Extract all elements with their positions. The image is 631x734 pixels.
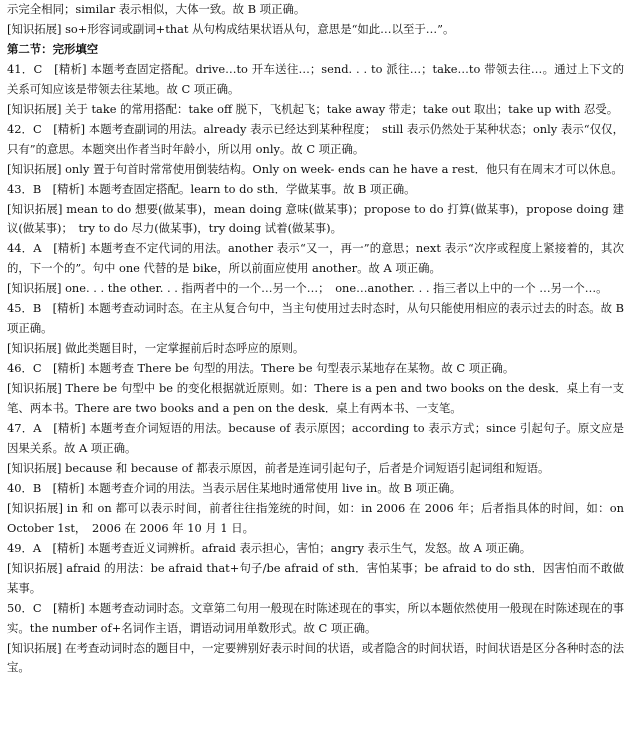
tip-43: [知识拓展] mean to do 想要(做某事)，mean doing 意味(做某事)；propose to do 打算(做某事)，propose doing 建议(做某事)； try to do 尽力(做某事)，try doing 试着(做某事)。 (7, 201, 624, 236)
answer-40: 40．B [精析] 本题考查介词的用法。当表示居住某地时通常使用 live in。故 B 项正确。 (7, 480, 462, 495)
tip-50: [知识拓展] 在考查动词时态的题目中，一定要辨别好表示时间的状语，或者隐含的时间状语，时间状语是区分各种时态的法宝。 (7, 640, 624, 675)
answer-47: 47．A [精析] 本题考查介词短语的用法。because of 表示原因；according to 表示方式；since 引起句子。原文应是因果关系。故 A 项正确。 (7, 421, 624, 455)
answer-41: 41．C [精析] 本题考查固定搭配。drive…to 开车送往…；send. . . to 派往…；take…to 带领去往…。通过上下文的关系可知应该是带领去往某地。故 C 项正确。 (7, 61, 624, 96)
paragraph-continuation: 示完全相同；similar 表示相似，大体一致。故 B 项正确。 (7, 2, 306, 16)
tip-46: [知识拓展] There be 句型中 be 的变化根据就近原则。如：There is a pen and two books on the desk．桌上有一支笔、两本书。There are two books and a pen on the desk．桌上有两本书、一支笔。 (7, 381, 624, 416)
tip-42: [知识拓展] only 置于句首时常常使用倒装结构。Only on week- ends can he have a rest．他只有在周末才可以休息。 (7, 161, 623, 176)
answer-50: 50．C [精析] 本题考查动词时态。文章第二句用一般现在时陈述现在的事实，所以本题依然使用一般现在时陈述现在的事实。the number of+名词作主语，谓语动词用单数形式。故 C 项正确。 (7, 600, 624, 635)
answer-49: 49．A [精析] 本题考查近义词辨析。afraid 表示担心，害怕；angry 表示生气，发怒。故 A 项正确。 (7, 540, 532, 555)
answer-46: 46．C [精析] 本题考查 There be 句型的用法。There be 句型表示某地存在某物。故 C 项正确。 (7, 361, 515, 376)
tip-44: [知识拓展] one. . . the other. . . 指两者中的一个…另一个…； one…another. . . 指三者以上中的一个 …另一个…。 (7, 281, 608, 296)
tip-49: [知识拓展] afraid 的用法：be afraid that+句子/be afraid of sth．害怕某事；be afraid to do sth．因害怕而不敢做某事。 (7, 560, 624, 595)
tip-40: [知识拓展] in 和 on 都可以表示时间，前者往往指笼统的时间，如：in 2006 在 2006 年；后者指具体的时间，如：on October 1st， 2006 在 2006 年 10 月 1 日。 (7, 500, 624, 535)
tip-41: [知识拓展] 关于 take 的常用搭配：take off 脱下，飞机起飞；take away 带走；take out 取出；take up with 忍受。 (7, 101, 619, 116)
section-heading: 第二节：完形填空 (7, 41, 99, 56)
answer-43: 43．B [精析] 本题考查固定搭配。learn to do sth．学做某事。故 B 项正确。 (7, 181, 416, 196)
answer-45: 45．B [精析] 本题考查动词时态。在主从复合句中，当主句使用过去时态时，从句只能使用相应的表示过去的时态。故 B 项正确。 (7, 301, 624, 336)
answer-44: 44．A [精析] 本题考查不定代词的用法。another 表示“又一，再一”的意思；next 表示“次序或程度上紧接着的，其次的，下一个的”。句中 one 代替的是 bike，所以前面应使用 another。故 A 项正确。 (7, 241, 624, 276)
paragraph-knowledge-tip: [知识拓展] so+形容词或副词+that 从句构成结果状语从句，意思是“如此…以至于…”。 (7, 21, 455, 36)
tip-45: [知识拓展] 做此类题目时，一定掌握前后时态呼应的原则。 (7, 341, 305, 356)
answer-42: 42．C [精析] 本题考查副词的用法。already 表示已经达到某种程度； still 表示仍然处于某种状态；only 表示“仅仅，只有”的意思。本题突出作者当时年龄小，所以用 only。故 C 项正确。 (7, 121, 624, 156)
tip-47: [知识拓展] because 和 because of 都表示原因，前者是连词引起句子，后者是介词短语引起词组和短语。 (7, 460, 550, 475)
